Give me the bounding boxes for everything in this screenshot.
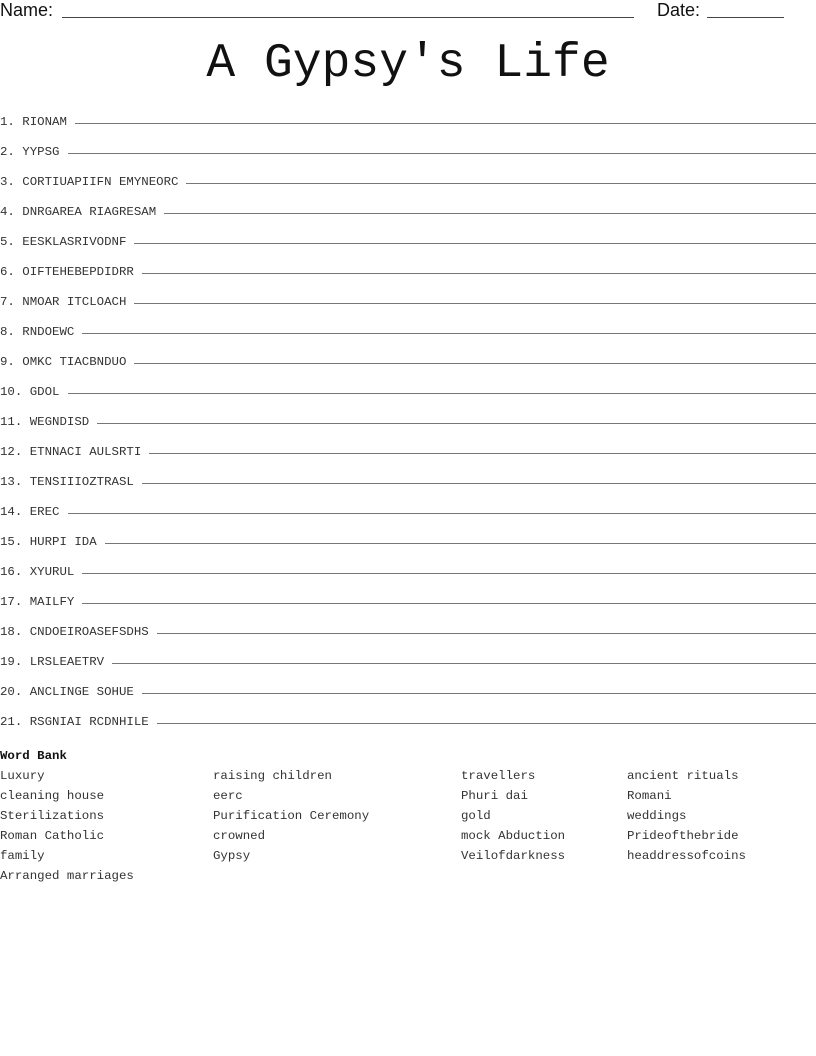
scrambled-word: 18. CNDOEIROASEFSDHS — [0, 625, 149, 639]
answer-line[interactable] — [142, 693, 816, 694]
scrambled-word: 20. ANCLINGE SOHUE — [0, 685, 134, 699]
word-bank-item: Prideofthebride — [627, 829, 739, 843]
question-row — [0, 262, 816, 292]
question-row — [0, 532, 816, 562]
answer-line[interactable] — [142, 483, 816, 484]
answer-line[interactable] — [149, 453, 816, 454]
question-row — [0, 712, 816, 742]
word-bank-row — [0, 769, 816, 789]
answer-line[interactable] — [82, 573, 816, 574]
answer-line[interactable] — [82, 333, 816, 334]
question-row — [0, 412, 816, 442]
word-bank-item: travellers — [461, 769, 536, 783]
answer-line[interactable] — [157, 633, 816, 634]
question-row — [0, 682, 816, 712]
word-bank-item: Luxury — [0, 769, 45, 783]
word-bank-item: crowned — [213, 829, 266, 843]
question-row — [0, 592, 816, 622]
word-bank-item: Purification Ceremony — [213, 809, 370, 823]
answer-line[interactable] — [75, 123, 816, 124]
scrambled-word: 10. GDOL — [0, 385, 60, 399]
answer-line[interactable] — [142, 273, 816, 274]
scrambled-word: 17. MAILFY — [0, 595, 75, 609]
question-row — [0, 112, 816, 142]
question-row — [0, 322, 816, 352]
question-row — [0, 622, 816, 652]
answer-line[interactable] — [112, 663, 816, 664]
worksheet-title: A Gypsy's Life — [206, 37, 610, 91]
answer-line[interactable] — [68, 393, 816, 394]
word-bank-item: eerc — [213, 789, 243, 803]
word-bank-item: Arranged marriages — [0, 869, 134, 883]
answer-line[interactable] — [97, 423, 816, 424]
question-list — [0, 112, 816, 742]
answer-line[interactable] — [134, 363, 816, 364]
word-bank-item: ancient rituals — [627, 769, 739, 783]
word-bank-item: headdressofcoins — [627, 849, 746, 863]
scrambled-word: 13. TENSIIIOZTRASL — [0, 475, 134, 489]
word-bank-item: cleaning house — [0, 789, 105, 803]
scrambled-word: 4. DNRGAREA RIAGRESAM — [0, 205, 157, 219]
answer-line[interactable] — [82, 603, 816, 604]
word-bank-item: Roman Catholic — [0, 829, 105, 843]
scrambled-word: 3. CORTIUAPIIFN EMYNEORC — [0, 175, 179, 189]
answer-line[interactable] — [164, 213, 816, 214]
name-date-header — [0, 0, 816, 24]
question-row — [0, 292, 816, 322]
scrambled-word: 9. OMKC TIACBNDUO — [0, 355, 127, 369]
scrambled-word: 6. OIFTEHEBEPDIDRR — [0, 265, 134, 279]
word-bank-item: Veilofdarkness — [461, 849, 566, 863]
word-bank-item: gold — [461, 809, 491, 823]
word-bank-title: Word Bank — [0, 749, 67, 763]
scrambled-word: 1. RIONAM — [0, 115, 67, 129]
question-row — [0, 232, 816, 262]
scrambled-word: 14. EREC — [0, 505, 60, 519]
date-field[interactable] — [707, 17, 784, 18]
question-row — [0, 652, 816, 682]
word-bank-item: Romani — [627, 789, 672, 803]
word-bank-item: family — [0, 849, 45, 863]
question-row — [0, 202, 816, 232]
question-row — [0, 142, 816, 172]
name-field[interactable] — [62, 17, 634, 18]
word-bank-row — [0, 789, 816, 809]
name-label: Name: — [0, 0, 54, 20]
question-row — [0, 562, 816, 592]
word-bank-item: mock Abduction — [461, 829, 566, 843]
answer-line[interactable] — [134, 303, 816, 304]
question-row — [0, 472, 816, 502]
word-bank-row — [0, 809, 816, 829]
word-bank-item: Gypsy — [213, 849, 251, 863]
word-bank-row — [0, 849, 816, 869]
question-row — [0, 442, 816, 472]
word-bank-row — [0, 829, 816, 849]
answer-line[interactable] — [157, 723, 816, 724]
word-bank-item: Phuri dai — [461, 789, 528, 803]
answer-line[interactable] — [186, 183, 816, 184]
question-row — [0, 352, 816, 382]
word-bank-item: Sterilizations — [0, 809, 105, 823]
question-row — [0, 172, 816, 202]
date-label: Date: — [657, 0, 701, 20]
scrambled-word: 21. RSGNIAI RCDNHILE — [0, 715, 149, 729]
answer-line[interactable] — [68, 513, 816, 514]
answer-line[interactable] — [68, 153, 816, 154]
scrambled-word: 11. WEGNDISD — [0, 415, 90, 429]
scrambled-word: 8. RNDOEWC — [0, 325, 75, 339]
scrambled-word: 16. XYURUL — [0, 565, 75, 579]
answer-line[interactable] — [105, 543, 816, 544]
question-row — [0, 502, 816, 532]
answer-line[interactable] — [134, 243, 816, 244]
scrambled-word: 19. LRSLEAETRV — [0, 655, 105, 669]
scrambled-word: 7. NMOAR ITCLOACH — [0, 295, 127, 309]
scrambled-word: 15. HURPI IDA — [0, 535, 97, 549]
scrambled-word: 2. YYPSG — [0, 145, 60, 159]
word-bank-item: weddings — [627, 809, 687, 823]
question-row — [0, 382, 816, 412]
scrambled-word: 5. EESKLASRIVODNF — [0, 235, 127, 249]
word-bank — [0, 769, 816, 889]
word-bank-item: raising children — [213, 769, 332, 783]
scrambled-word: 12. ETNNACI AULSRTI — [0, 445, 142, 459]
word-bank-row — [0, 869, 816, 889]
